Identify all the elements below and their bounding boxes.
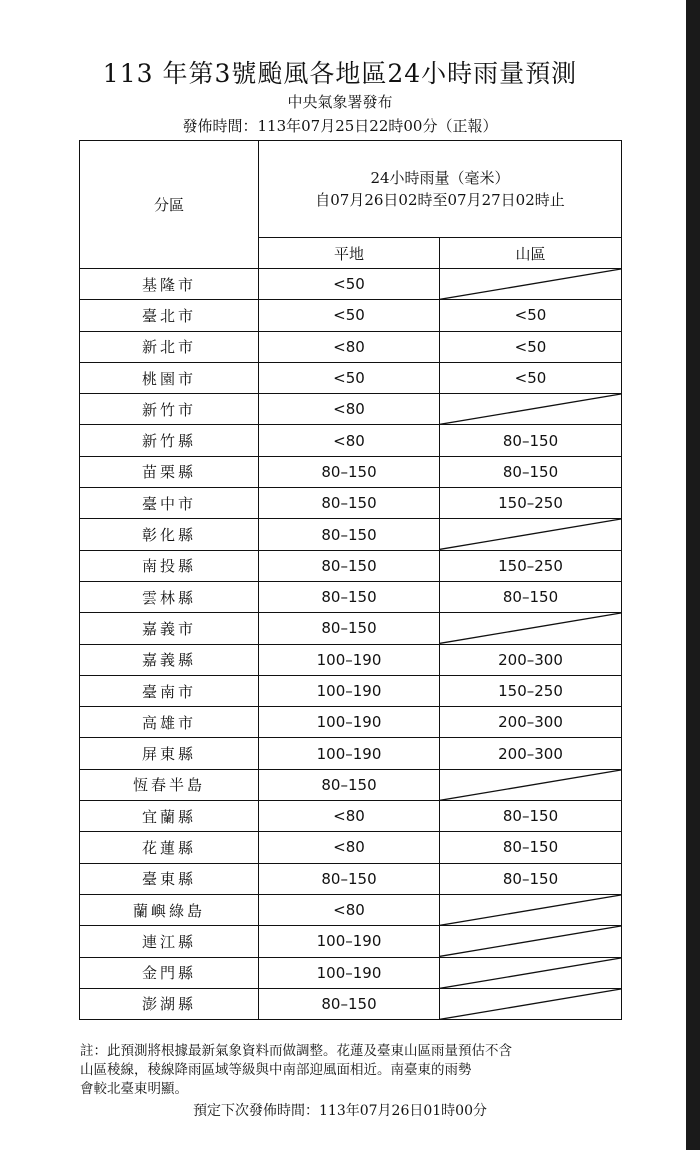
plain-rainfall-cell: 80–150: [259, 488, 440, 519]
region-name-cell: 新竹市: [80, 394, 259, 425]
plain-rainfall-cell: <80: [259, 801, 440, 832]
region-name-cell: 蘭嶼綠島: [80, 894, 259, 925]
viewer-edge-bar: [686, 0, 700, 1150]
table-row: [80, 832, 622, 863]
region-name-cell: 屏東縣: [80, 738, 259, 769]
mountain-rainfall-cell: <50: [440, 362, 622, 393]
footnote: [80, 1042, 640, 1099]
region-name-cell: 恆春半島: [80, 769, 259, 800]
table-row: [80, 957, 622, 988]
rainfall-forecast-table: [79, 140, 622, 1020]
table-row: [80, 769, 622, 800]
table-row: [80, 644, 622, 675]
table-row: [80, 738, 622, 769]
table-row: [80, 519, 622, 550]
not-applicable-cell: [440, 613, 622, 644]
plain-rainfall-cell: <80: [259, 394, 440, 425]
plain-rainfall-cell: 80–150: [259, 863, 440, 894]
footnote-line: 註：此預測將根據最新氣象資料而做調整。花蓮及臺東山區雨量預估不含: [80, 1043, 512, 1059]
plain-rainfall-cell: <80: [259, 425, 440, 456]
plain-rainfall-cell: 80–150: [259, 581, 440, 612]
region-name-cell: 嘉義縣: [80, 644, 259, 675]
plain-rainfall-cell: <80: [259, 331, 440, 362]
footnote-line: 山區稜線，稜線降雨區域等級與中南部迎風面相近。南臺東的雨勢: [80, 1062, 472, 1078]
mountain-rainfall-cell: <50: [440, 300, 622, 331]
rainfall-period-header: [259, 141, 622, 238]
table-row: [80, 488, 622, 519]
not-applicable-cell: [440, 926, 622, 957]
next-issue-time: 預定下次發佈時間：113年07月26日01時00分: [193, 1103, 487, 1119]
diagonal-slash-icon: [440, 958, 621, 988]
plain-rainfall-cell: <80: [259, 832, 440, 863]
mountain-rainfall-cell: 200–300: [440, 738, 622, 769]
region-name-cell: 南投縣: [80, 550, 259, 581]
region-name-cell: 桃園市: [80, 362, 259, 393]
region-name-cell: 新北市: [80, 331, 259, 362]
table-row: [80, 269, 622, 300]
mountain-rainfall-cell: 150–250: [440, 488, 622, 519]
footnote-line: 會較北臺東明顯。: [80, 1081, 188, 1097]
forecast-period-label: 自07月26日02時至07月27日02時止: [315, 191, 565, 209]
region-name-cell: 雲林縣: [80, 581, 259, 612]
mountain-rainfall-cell: 150–250: [440, 675, 622, 706]
table-row: [80, 988, 622, 1019]
region-name-cell: 臺北市: [80, 300, 259, 331]
plain-rainfall-cell: 80–150: [259, 519, 440, 550]
table-row: [80, 863, 622, 894]
region-name-cell: 花蓮縣: [80, 832, 259, 863]
not-applicable-cell: [440, 988, 622, 1019]
plain-rainfall-cell: 100–190: [259, 707, 440, 738]
not-applicable-cell: [440, 394, 622, 425]
region-name-cell: 金門縣: [80, 957, 259, 988]
region-name-cell: 澎湖縣: [80, 988, 259, 1019]
plain-rainfall-cell: 80–150: [259, 550, 440, 581]
mountain-rainfall-cell: 200–300: [440, 707, 622, 738]
plain-column-header: 平地: [259, 238, 440, 269]
not-applicable-cell: [440, 519, 622, 550]
plain-rainfall-cell: 100–190: [259, 738, 440, 769]
table-row: [80, 675, 622, 706]
plain-rainfall-cell: <50: [259, 362, 440, 393]
table-row: [80, 581, 622, 612]
region-name-cell: 臺南市: [80, 675, 259, 706]
table-row: [80, 707, 622, 738]
issue-time: 發佈時間：113年07月25日22時00分（正報）: [182, 117, 498, 135]
table-row: [80, 550, 622, 581]
diagonal-slash-icon: [440, 989, 621, 1019]
mountain-rainfall-cell: 150–250: [440, 550, 622, 581]
table-row: [80, 362, 622, 393]
table-row: [80, 300, 622, 331]
region-name-cell: 苗栗縣: [80, 456, 259, 487]
plain-rainfall-cell: <80: [259, 894, 440, 925]
plain-rainfall-cell: 100–190: [259, 926, 440, 957]
mountain-rainfall-cell: 80–150: [440, 425, 622, 456]
diagonal-slash-icon: [440, 613, 621, 643]
region-name-cell: 臺東縣: [80, 863, 259, 894]
diagonal-slash-icon: [440, 895, 621, 925]
not-applicable-cell: [440, 957, 622, 988]
document-title: 113 年第3號颱風各地區24小時雨量預測: [102, 59, 578, 88]
region-name-cell: 新竹縣: [80, 425, 259, 456]
region-name-cell: 連江縣: [80, 926, 259, 957]
mountain-rainfall-cell: 80–150: [440, 456, 622, 487]
mountain-rainfall-cell: <50: [440, 331, 622, 362]
plain-rainfall-cell: 80–150: [259, 613, 440, 644]
mountain-column-header: 山區: [440, 238, 622, 269]
plain-rainfall-cell: <50: [259, 269, 440, 300]
region-name-cell: 嘉義市: [80, 613, 259, 644]
table-row: [80, 894, 622, 925]
region-name-cell: 基隆市: [80, 269, 259, 300]
not-applicable-cell: [440, 769, 622, 800]
mountain-rainfall-cell: 80–150: [440, 801, 622, 832]
mountain-rainfall-cell: 80–150: [440, 832, 622, 863]
mountain-rainfall-cell: 200–300: [440, 644, 622, 675]
table-row: [80, 801, 622, 832]
table-row: [80, 394, 622, 425]
rainfall-unit-label: 24小時雨量（毫米）: [370, 169, 510, 187]
plain-rainfall-cell: 80–150: [259, 769, 440, 800]
table-row: [80, 613, 622, 644]
plain-rainfall-cell: 80–150: [259, 988, 440, 1019]
mountain-rainfall-cell: 80–150: [440, 581, 622, 612]
region-name-cell: 宜蘭縣: [80, 801, 259, 832]
diagonal-slash-icon: [440, 269, 621, 299]
diagonal-slash-icon: [440, 926, 621, 956]
region-name-cell: 彰化縣: [80, 519, 259, 550]
forecast-rows: [80, 269, 622, 1020]
plain-rainfall-cell: 100–190: [259, 644, 440, 675]
plain-rainfall-cell: 80–150: [259, 456, 440, 487]
table-row: [80, 331, 622, 362]
not-applicable-cell: [440, 269, 622, 300]
table-row: [80, 456, 622, 487]
table-row: [80, 926, 622, 957]
not-applicable-cell: [440, 894, 622, 925]
plain-rainfall-cell: <50: [259, 300, 440, 331]
table-row: [80, 425, 622, 456]
plain-rainfall-cell: 100–190: [259, 675, 440, 706]
diagonal-slash-icon: [440, 394, 621, 424]
region-name-cell: 高雄市: [80, 707, 259, 738]
mountain-rainfall-cell: 80–150: [440, 863, 622, 894]
diagonal-slash-icon: [440, 519, 621, 549]
region-column-header: 分區: [80, 141, 259, 269]
issuing-agency: 中央氣象署發布: [287, 93, 393, 111]
plain-rainfall-cell: 100–190: [259, 957, 440, 988]
region-name-cell: 臺中市: [80, 488, 259, 519]
diagonal-slash-icon: [440, 770, 621, 800]
